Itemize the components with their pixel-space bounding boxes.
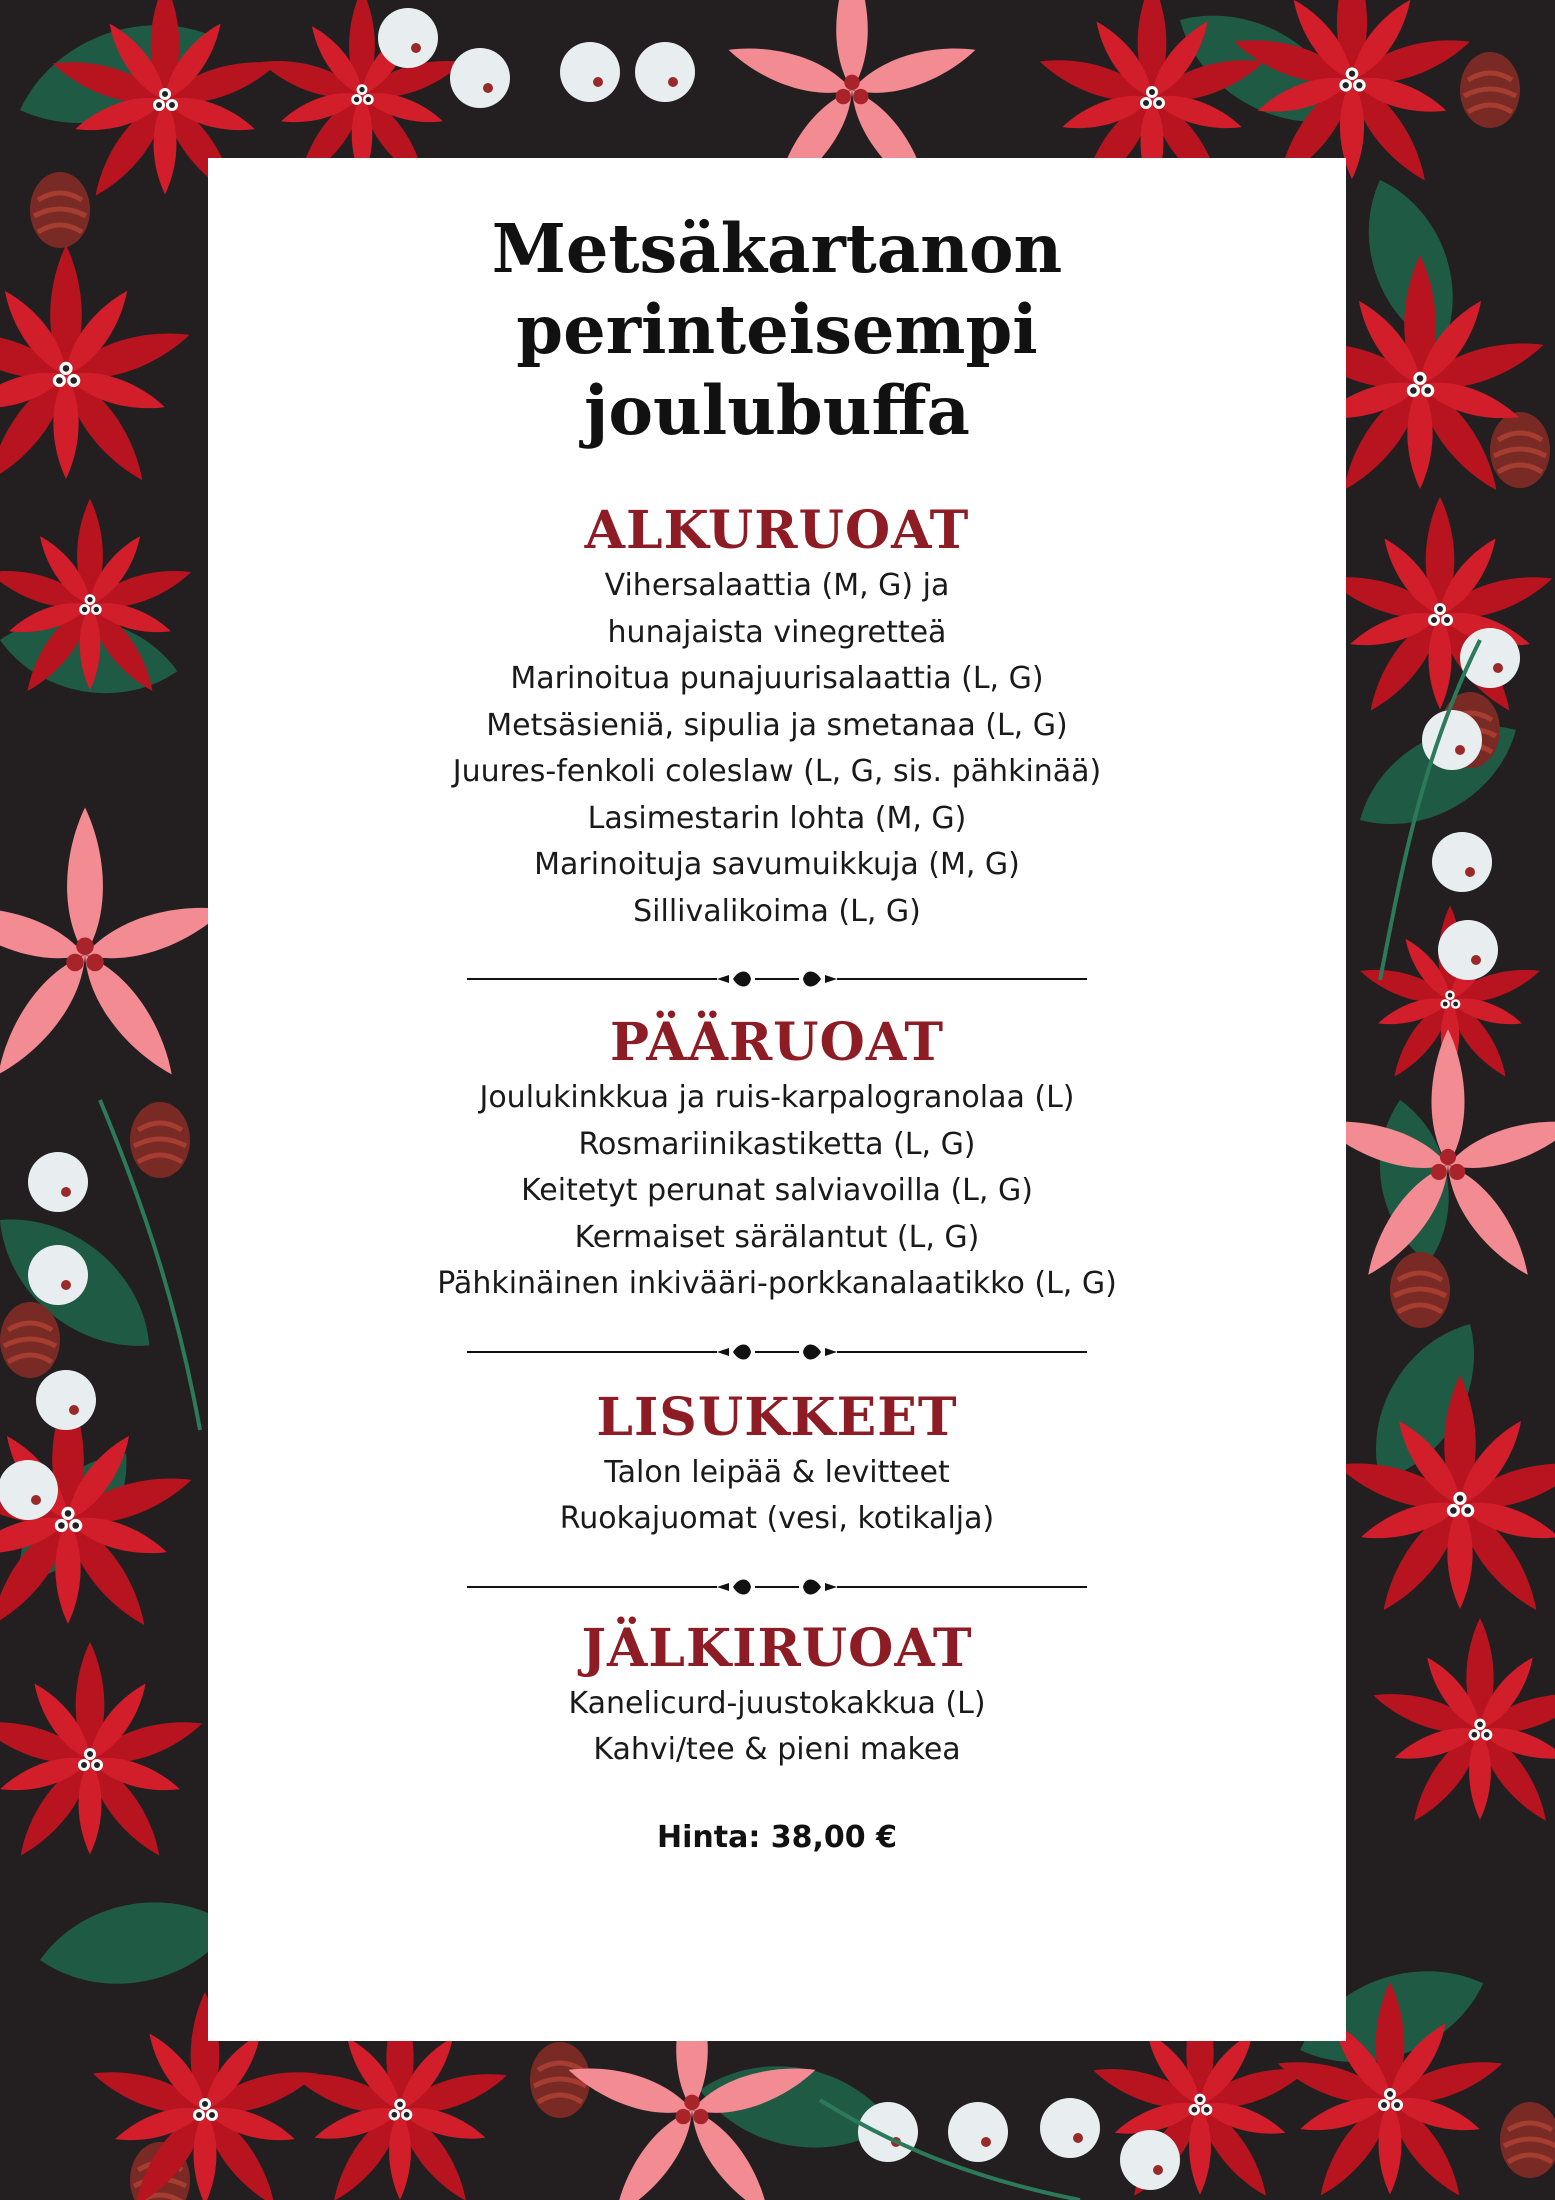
title-line-2: perinteisempi	[516, 290, 1038, 369]
list-item: Talon leipää & levitteet	[604, 1454, 950, 1490]
list-item: Pähkinäinen inkivääri-porkkanalaatikko (L, G)	[437, 1266, 1117, 1301]
section-paaruoat	[208, 1011, 1346, 1308]
list-item: Kanelicurd-juustokakkua (L)	[568, 1685, 986, 1721]
section-heading: ALKURUOAT	[584, 500, 970, 561]
item-list	[208, 1075, 1346, 1308]
section-heading: JÄLKIRUOAT	[581, 1617, 973, 1679]
menu-card	[208, 158, 1346, 2041]
list-item: Lasimestarin lohta (M, G)	[587, 800, 967, 836]
price-label: Hinta: 38,00 €	[657, 1819, 897, 1855]
list-item: Marinoitua punajuurisalaattia (L, G)	[510, 661, 1044, 696]
section-heading: PÄÄRUOAT	[609, 1012, 945, 1073]
ornamental-divider-icon	[467, 967, 1087, 991]
section-jalkiruoat	[208, 1617, 1346, 1774]
list-item: hunajaista vinegretteä	[607, 614, 947, 650]
section-alkuruoat	[208, 499, 1346, 935]
title-line-1: Metsäkartanon	[491, 209, 1063, 288]
list-item: Keitetyt perunat salviavoilla (L, G)	[521, 1173, 1033, 1208]
section-heading: LISUKKEET	[596, 1386, 958, 1448]
list-item: Kermaiset särälantut (L, G)	[574, 1219, 980, 1255]
list-item: Rosmariinikastiketta (L, G)	[578, 1126, 976, 1162]
item-list	[208, 1681, 1346, 1774]
title-line-3: joulubuffa	[584, 371, 970, 450]
item-list	[208, 563, 1346, 935]
pinecone-icon	[1460, 52, 1520, 128]
list-item: Ruokajuomat (vesi, kotikalja)	[559, 1501, 995, 1536]
section-lisukkeet	[208, 1386, 1346, 1543]
list-item: Metsäsieniä, sipulia ja smetanaa (L, G)	[486, 707, 1068, 743]
ornamental-divider-icon	[467, 1575, 1087, 1599]
menu-title	[208, 208, 1346, 451]
item-list	[208, 1450, 1346, 1543]
berry-icon	[378, 8, 438, 68]
list-item: Sillivalikoima (L, G)	[633, 893, 921, 929]
ornamental-divider-icon	[467, 1340, 1087, 1364]
list-item: Marinoituja savumuikkuja (M, G)	[534, 847, 1020, 882]
list-item: Juures-fenkoli coleslaw (L, G, sis. pähkinää)	[452, 754, 1102, 789]
list-item: Joulukinkkua ja ruis-karpalogranolaa (L)	[479, 1080, 1075, 1115]
list-item: Vihersalaattia (M, G) ja	[604, 568, 950, 603]
list-item: Kahvi/tee & pieni makea	[593, 1732, 961, 1767]
